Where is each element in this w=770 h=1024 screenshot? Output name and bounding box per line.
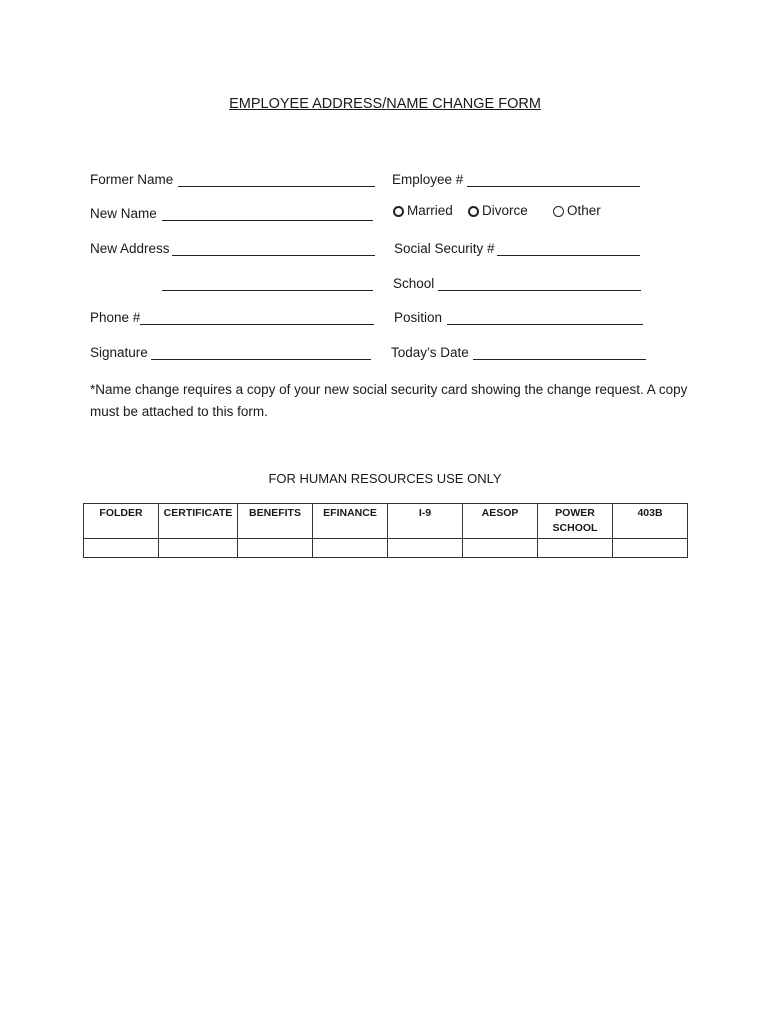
phone-label: Phone # (90, 310, 141, 325)
new-name-label: New Name (90, 206, 157, 221)
social-security-label: Social Security # (394, 241, 495, 256)
hr-col-aesop: AESOP (463, 504, 538, 539)
hr-cell-efinance[interactable] (313, 539, 388, 558)
radio-married[interactable] (393, 203, 453, 219)
hr-cell-certificate[interactable] (159, 539, 238, 558)
radio-other[interactable] (553, 203, 601, 219)
former-name-field[interactable] (178, 186, 375, 187)
hr-col-403b: 403B (613, 504, 688, 539)
hr-col-certificate: CERTIFICATE (159, 504, 238, 539)
radio-other-label: Other (567, 203, 601, 218)
todays-date-field[interactable] (473, 359, 646, 360)
new-address-label: New Address (90, 241, 170, 256)
hr-cell-power-school[interactable] (538, 539, 613, 558)
radio-married-label: Married (407, 203, 453, 218)
employee-number-label: Employee # (392, 172, 464, 187)
former-name-label: Former Name (90, 172, 174, 187)
hr-cell-aesop[interactable] (463, 539, 538, 558)
social-security-field[interactable] (497, 255, 640, 256)
signature-label: Signature (90, 345, 148, 360)
position-label: Position (394, 310, 443, 325)
hr-cell-i9[interactable] (388, 539, 463, 558)
position-field[interactable] (447, 324, 643, 325)
hr-col-benefits: BENEFITS (238, 504, 313, 539)
hr-cell-folder[interactable] (84, 539, 159, 558)
radio-divorce-circle-icon (468, 206, 479, 217)
new-address-field-line-2[interactable] (162, 290, 373, 291)
hr-use-table (83, 503, 688, 558)
todays-date-label: Today’s Date (391, 345, 469, 360)
hr-section-title: FOR HUMAN RESOURCES USE ONLY (268, 471, 502, 486)
hr-col-efinance: EFINANCE (313, 504, 388, 539)
radio-divorce-label: Divorce (482, 203, 528, 218)
phone-field[interactable] (140, 324, 374, 325)
new-name-field[interactable] (162, 220, 373, 221)
signature-field[interactable] (151, 359, 371, 360)
radio-married-circle-icon (393, 206, 404, 217)
hr-cell-benefits[interactable] (238, 539, 313, 558)
form-title: EMPLOYEE ADDRESS/NAME CHANGE FORM (229, 96, 541, 112)
employee-number-field[interactable] (467, 186, 640, 187)
radio-other-circle-icon (553, 206, 564, 217)
hr-cell-403b[interactable] (613, 539, 688, 558)
hr-col-folder: FOLDER (84, 504, 159, 539)
school-field[interactable] (438, 290, 641, 291)
radio-divorce[interactable] (468, 203, 528, 219)
hr-col-i9: I-9 (388, 504, 463, 539)
name-change-note: *Name change requires a copy of your new social security card showing the change request. A copy must be attached to this form. (90, 382, 688, 419)
school-label: School (393, 276, 435, 291)
new-address-field[interactable] (172, 255, 375, 256)
hr-col-power-school: POWER SCHOOL (538, 504, 613, 539)
